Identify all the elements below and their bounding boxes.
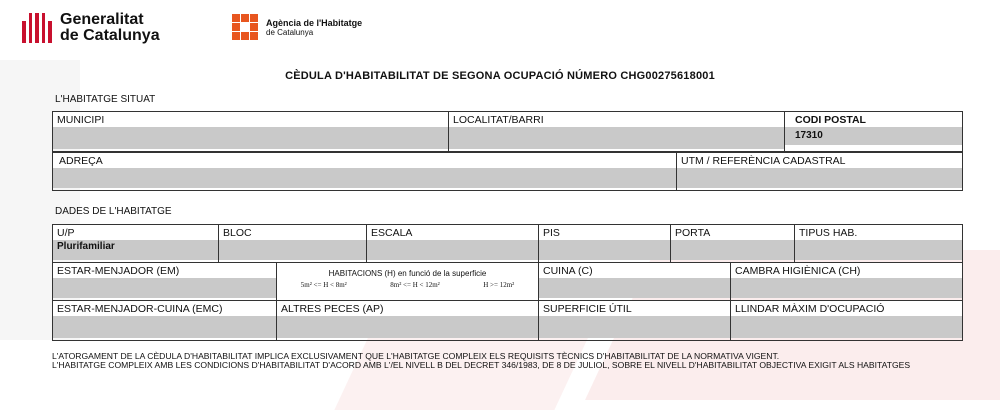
up-value: Plurifamiliar [53, 240, 218, 260]
utm-cell [677, 153, 963, 191]
porta-cell [671, 225, 795, 263]
llindar-value [731, 316, 962, 338]
dwelling-table-row2 [52, 262, 963, 301]
escala-cell [367, 225, 539, 263]
cuina-label: CUINA (C) [539, 263, 730, 278]
codi-postal-cell [785, 112, 963, 152]
generalitat-name-line1: Generalitat [60, 11, 144, 28]
emc-cell [53, 301, 277, 341]
em-label: ESTAR-MENJADOR (EM) [53, 263, 276, 278]
adreca-cell [53, 153, 677, 191]
em-cell [53, 263, 277, 301]
bloc-label: BLOC [219, 225, 366, 240]
localitat-value [449, 127, 784, 149]
hab-range-3: H >= 12m² [483, 281, 515, 289]
agency-grid-icon [232, 14, 258, 40]
agency-subtitle: de Catalunya [266, 27, 314, 37]
section-heading-location: L'HABITATGE SITUAT [55, 94, 156, 105]
llindar-label: LLINDAR MÀXIM D'OCUPACIÓ [731, 301, 962, 316]
habitacions-label: HABITACIONS (H) en funció de la superficie [328, 269, 487, 278]
adreca-label: ADREÇA [53, 153, 676, 168]
municipi-value [53, 127, 448, 149]
tipus-label: TIPUS HAB. [795, 225, 962, 240]
notes [52, 352, 952, 370]
habitacions-ranges [277, 281, 538, 293]
hab-range-2: 8m² <= H < 12m² [390, 281, 440, 289]
altres-label: ALTRES PECES (AP) [277, 301, 538, 316]
porta-label: PORTA [671, 225, 794, 240]
emc-value [53, 316, 276, 338]
cambra-cell [731, 263, 963, 301]
up-label: U/P [53, 225, 218, 240]
superficie-cell [539, 301, 731, 341]
pis-value [539, 240, 670, 260]
generalitat-stripes-icon [22, 13, 52, 43]
agency-logo [232, 14, 362, 40]
habitacions-cell [277, 263, 539, 301]
localitat-label: LOCALITAT/BARRI [449, 112, 784, 127]
localitat-cell [449, 112, 785, 152]
cuina-value [539, 278, 730, 298]
altres-cell [277, 301, 539, 341]
superficie-label: SUPERFICIE ÚTIL [539, 301, 730, 316]
porta-value [671, 240, 794, 260]
municipi-cell [53, 112, 449, 152]
agency-name: Agència de l'Habitatge [266, 17, 363, 28]
cuina-cell [539, 263, 731, 301]
dwelling-table-row3 [52, 300, 963, 341]
hab-range-1: 5m² <= H < 8m² [300, 281, 347, 289]
llindar-cell [731, 301, 963, 341]
up-cell [53, 225, 219, 263]
utm-value [677, 168, 962, 188]
note-line-2: L'HABITATGE COMPLEIX AMB LES CONDICIONS D'HABITABILITAT D'ACORD AMB L'/EL NIVELL B DEL DECRET 346/1983, DE 8 DE JULIOL, SOBRE EL NIVELL D'HABITABILITAT OBJECTIVA EXIGIT ALS HABITATGES [52, 360, 911, 370]
utm-label: UTM / REFERÈNCIA CADASTRAL [677, 153, 962, 168]
generalitat-logo [22, 12, 160, 44]
altres-value [277, 316, 538, 338]
superficie-value [539, 316, 730, 338]
emc-label: ESTAR-MENJADOR-CUINA (EMC) [53, 301, 276, 316]
note-line-1: L'ATORGAMENT DE LA CÈDULA D'HABITABILITAT IMPLICA EXCLUSIVAMENT QUE L'HABITATGE COMPLEIX ELS REQUISITS TÈCNICS D'HABITABILITAT DE LA NORMATIVA VIGENT. [52, 351, 780, 361]
municipi-label: MUNICIPI [53, 112, 448, 127]
pis-cell [539, 225, 671, 263]
dwelling-table-row1 [52, 224, 963, 263]
bloc-value [219, 240, 366, 260]
address-table [52, 152, 963, 191]
location-table [52, 111, 963, 152]
escala-value [367, 240, 538, 260]
em-value [53, 278, 276, 298]
bloc-cell [219, 225, 367, 263]
pis-label: PIS [539, 225, 670, 240]
codi-postal-value: 17310 [785, 127, 962, 145]
tipus-value [795, 240, 962, 260]
generalitat-name-line2: de Catalunya [60, 27, 160, 44]
cambra-value [731, 278, 962, 298]
tipus-cell [795, 225, 963, 263]
adreca-value [53, 168, 676, 188]
document-title: CÈDULA D'HABITABILITAT DE SEGONA OCUPACIÓ NÚMERO CHG00275618001 [285, 70, 715, 82]
cambra-label: CAMBRA HIGIÈNICA (CH) [731, 263, 962, 278]
section-heading-data: DADES DE L'HABITATGE [55, 206, 172, 217]
escala-label: ESCALA [367, 225, 538, 240]
codi-postal-label: CODI POSTAL [785, 112, 962, 127]
